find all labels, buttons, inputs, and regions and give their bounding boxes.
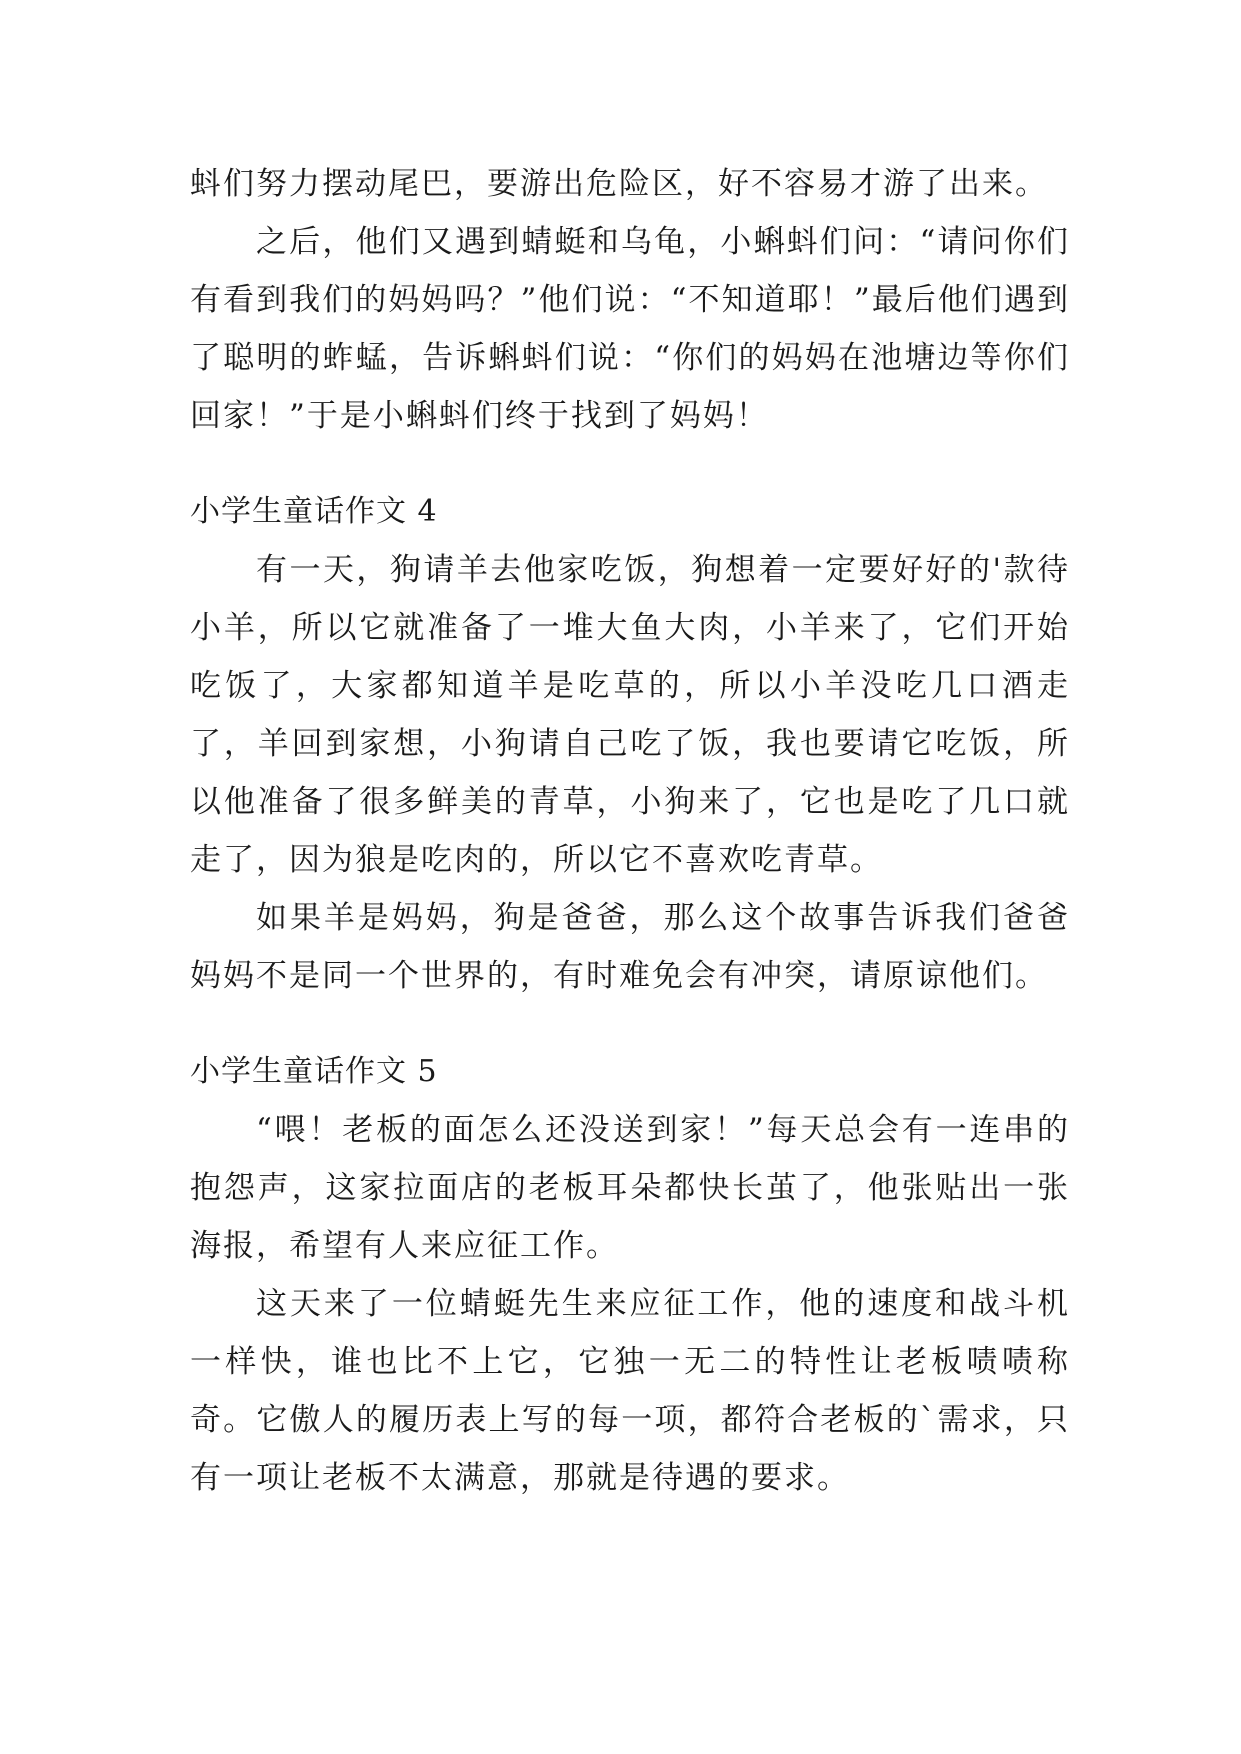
section-heading: 小学生童话作文 5 (190, 1054, 438, 1089)
paragraph: 有一天，狗请羊去他家吃饭，狗想着一定要好好的'款待小羊，所以它就准备了一堆大鱼大肉，小羊来了，它们开始吃饭了，大家都知道羊是吃草的，所以小羊没吃几口酒走了，羊回到家想，小狗请自己吃了饭，我也要请它吃饭，所以他准备了很多鲜美的青草，小狗来了，它也是吃了几口就走了，因为狼是吃肉的，所以它不喜欢吃青草。 (190, 552, 1070, 878)
paragraph: 如果羊是妈妈，狗是爸爸，那么这个故事告诉我们爸爸妈妈不是同一个世界的，有时难免会有冲突，请原谅他们。 (190, 900, 1070, 994)
paragraph: 这天来了一位蜻蜓先生来应征工作，他的速度和战斗机一样快，谁也比不上它，它独一无二的特性让老板啧啧称奇。它傲人的履历表上写的每一项，都符合老板的`需求，只有一项让老板不太满意，那就是待遇的要求。 (190, 1286, 1070, 1496)
paragraph: “喂！老板的面怎么还没送到家！”每天总会有一连串的抱怨声，这家拉面店的老板耳朵都快长茧了，他张贴出一张海报，希望有人来应征工作。 (190, 1112, 1070, 1264)
paragraph: 之后，他们又遇到蜻蜓和乌龟，小蝌蚪们问：“请问你们有看到我们的妈妈吗？”他们说：“不知道耶！”最后他们遇到了聪明的蚱蜢，告诉蝌蚪们说：“你们的妈妈在池塘边等你们回家！”于是小蝌蚪们终于找到了妈妈！ (190, 224, 1070, 434)
section-heading: 小学生童话作文 4 (190, 494, 438, 529)
document-body (190, 155, 1070, 1507)
paragraph: 蚪们努力摆动尾巴，要游出危险区，好不容易才游了出来。 (190, 166, 1048, 202)
